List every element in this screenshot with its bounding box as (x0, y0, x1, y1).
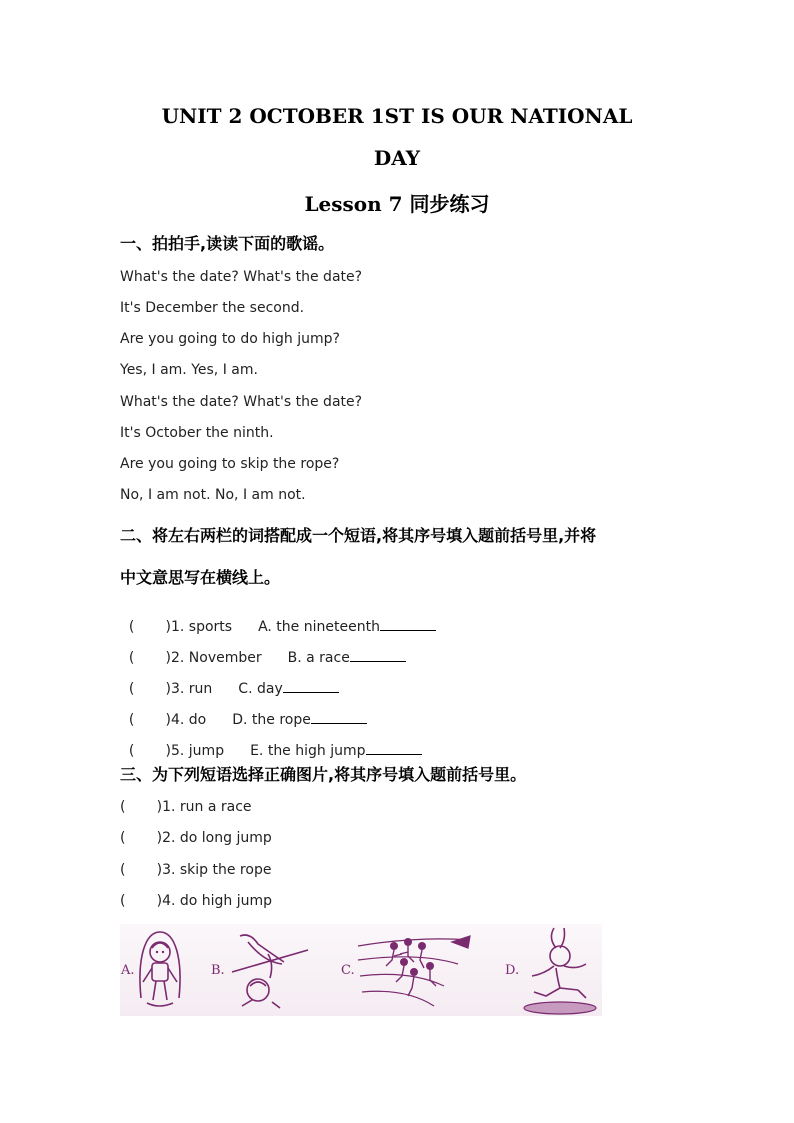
match-item (120, 602, 436, 635)
answer-blank[interactable] (283, 680, 339, 693)
picture-question: ( )1. run a race (120, 799, 252, 815)
picture-question: ( )3. skip the rope (120, 862, 272, 878)
chant-line: No, I am not. No, I am not. (120, 487, 306, 503)
answer-blank[interactable] (366, 742, 422, 755)
chant-line: It's October the ninth. (120, 425, 274, 441)
match-item (120, 726, 422, 759)
long-jump-rabbit-icon (518, 924, 602, 1016)
answer-blank[interactable] (311, 711, 367, 724)
chant-line: What's the date? What's the date? (120, 269, 363, 285)
answer-blank[interactable] (350, 649, 406, 662)
section3-heading: 三、为下列短语选择正确图片,将其序号填入题前括号里。 (120, 765, 527, 784)
picture-letter-a: A. (121, 963, 135, 978)
skipping-rope-child-icon (135, 928, 185, 1012)
title-line-1: UNIT 2 OCTOBER 1ST IS OUR NATIONAL (161, 104, 633, 128)
match-left: ( )4. do (128, 712, 207, 728)
picture-question: ( )2. do long jump (120, 830, 272, 846)
chant-line: Are you going to do high jump? (120, 331, 340, 347)
match-left: ( )3. run (128, 681, 213, 697)
picture-letter-c: C. (341, 963, 355, 978)
running-race-icon (356, 932, 474, 1012)
chant-line: Are you going to skip the rope? (120, 456, 340, 472)
chant-line: It's December the second. (120, 300, 305, 316)
section2-heading-line-1: 二、将左右两栏的词搭配成一个短语,将其序号填入题前括号里,并将 (120, 526, 597, 545)
chant-line: Yes, I am. Yes, I am. (120, 362, 258, 378)
answer-blank[interactable] (380, 618, 436, 631)
high-jump-icon (228, 928, 312, 1012)
match-left: ( )5. jump (128, 743, 225, 759)
match-left: ( )2. November (128, 650, 262, 666)
picture-letter-b: B. (211, 963, 225, 978)
match-right: E. the high jump (250, 743, 366, 759)
match-item (120, 664, 339, 697)
match-right: A. the nineteenth (258, 619, 380, 635)
title-line-2: DAY (373, 146, 421, 170)
match-item (120, 695, 367, 728)
match-right: C. day (238, 681, 283, 697)
picture-letter-d: D. (505, 963, 520, 978)
section2-heading-line-2: 中文意思写在横线上。 (120, 568, 281, 587)
picture-question: ( )4. do high jump (120, 893, 273, 909)
subtitle: Lesson 7 同步练习 (304, 192, 490, 216)
chant-line: What's the date? What's the date? (120, 394, 363, 410)
match-left: ( )1. sports (128, 619, 233, 635)
match-right: B. a race (287, 650, 350, 666)
section1-heading: 一、拍拍手,读读下面的歌谣。 (120, 234, 335, 253)
match-item (120, 633, 406, 666)
match-right: D. the rope (232, 712, 311, 728)
